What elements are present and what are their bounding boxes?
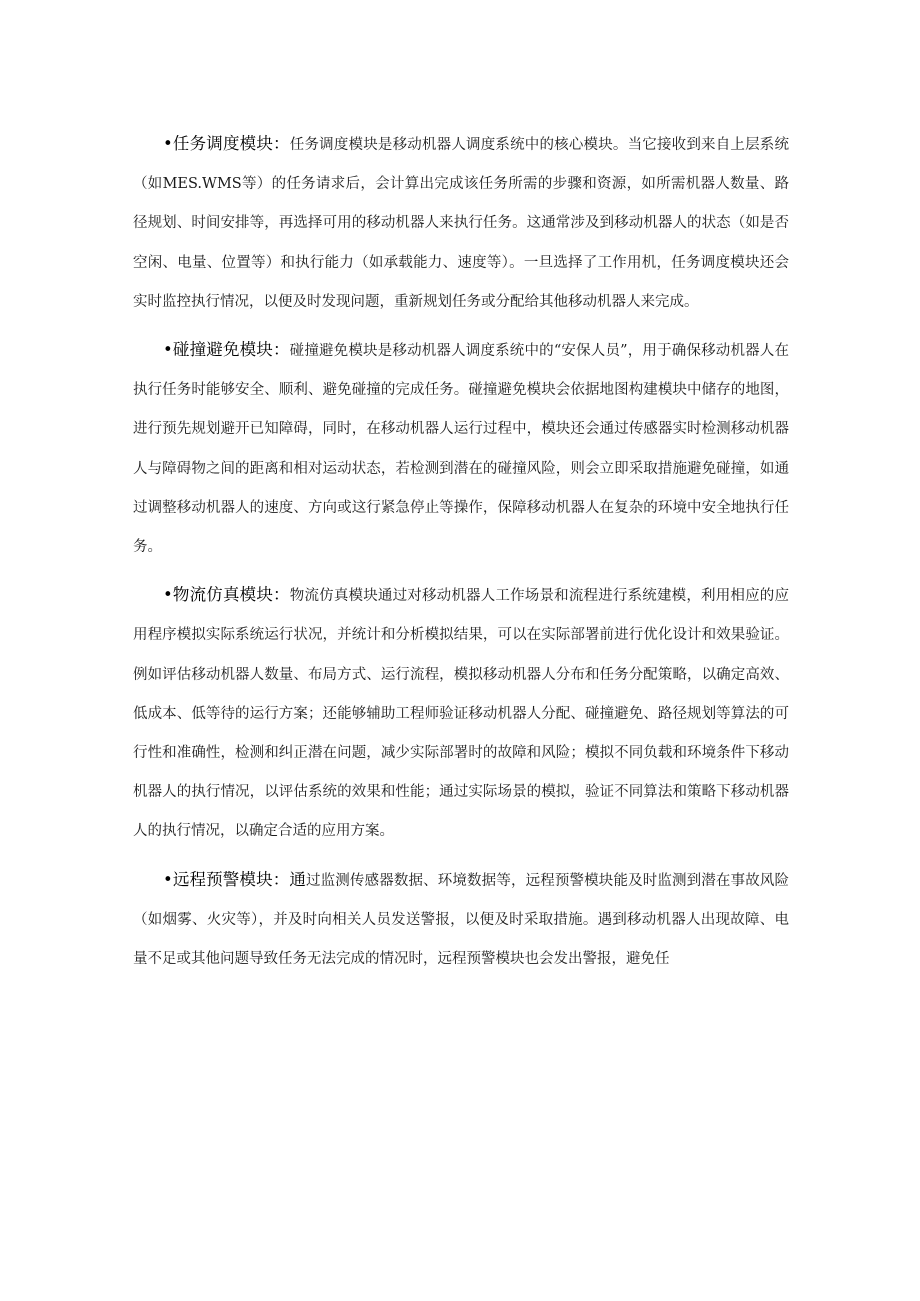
section-body: 物流仿真模块通过对移动机器人工作场景和流程进行系统建模，利用相应的应用程序模拟实际系统运行状况，并统计和分析模拟结果，可以在实际部署前进行优化设计和效果验证。例如评估移动机器人数量、布局方式、运行流程，模拟移动机器人分布和任务分配策略，以确定高效、低成本、低等待的运行方案；还能够辅助工程师验证移动机器人分配、碰撞避免、路径规划等算法的可行性和准确性，检测和纠正潜在问题，减少实际部署时的故障和风险；模拟不同负载和环境条件下移动机器人的执行情况，以评估系统的效果和性能；通过实际场景的模拟，验证不同算法和策略下移动机器人的执行情况，以确定合适的应用方案。 <box>133 588 789 840</box>
section-heading: •远程预警模块： <box>163 869 290 889</box>
section-body: 任务调度模块是移动机器人调度系统中的核心模块。当它接收到来自上层系统（如MES.WMS等）的任务请求后，会计算出完成该任务所需的步骤和资源，如所需机器人数量、路径规划、时间安排等，再选择可用的移动机器人来执行任务。这通常涉及到移动机器人的状态（如是否空闲、电量、位置等）和执行能力（如承载能力、速度等）。一旦选择了工作用机，任务调度模块还会实时监控执行情况，以便及时发现问题，重新规划任务或分配给其他移动机器人来完成。 <box>133 137 789 310</box>
section-heading: •任务调度模块： <box>163 134 290 153</box>
section-lead-char: 通 <box>289 869 306 889</box>
paragraph-collision-avoidance <box>133 330 789 567</box>
section-body: 过监测传感器数据、环境数据等，远程预警模块能及时监测到潜在事故风险（如烟雾、火灾等），并及时向相关人员发送警报，以便及时采取措施。遇到移动机器人出现故障、电量不足或其他问题导致任务无法完成的情况时，远程预警模块也会发出警报，避免任 <box>133 872 789 968</box>
paragraph-logistics-simulation <box>133 575 789 851</box>
section-heading: •物流仿真模块： <box>163 585 290 605</box>
paragraph-task-scheduling <box>133 124 789 322</box>
section-body: 碰撞避免模块是移动机器人调度系统中的“安保人员”，用于确保移动机器人在执行任务时能够安全、顺利、避免碰撞的完成任务。碰撞避免模块会依据地图构建模块中储存的地图，进行预先规划避开已知障碍，同时，在移动机器人运行过程中，模块还会通过传感器实时检测移动机器人与障碍物之间的距离和相对运动状态，若检测到潜在的碰撞风险，则会立即采取措施避免碰撞，如通过调整移动机器人的速度、方向或这行紧急停止等操作，保障移动机器人在复杂的环境中安全地执行任务。 <box>133 343 789 556</box>
paragraph-remote-warning <box>133 860 789 980</box>
document-page <box>133 124 789 987</box>
section-heading: •碰撞避免模块： <box>163 340 290 360</box>
